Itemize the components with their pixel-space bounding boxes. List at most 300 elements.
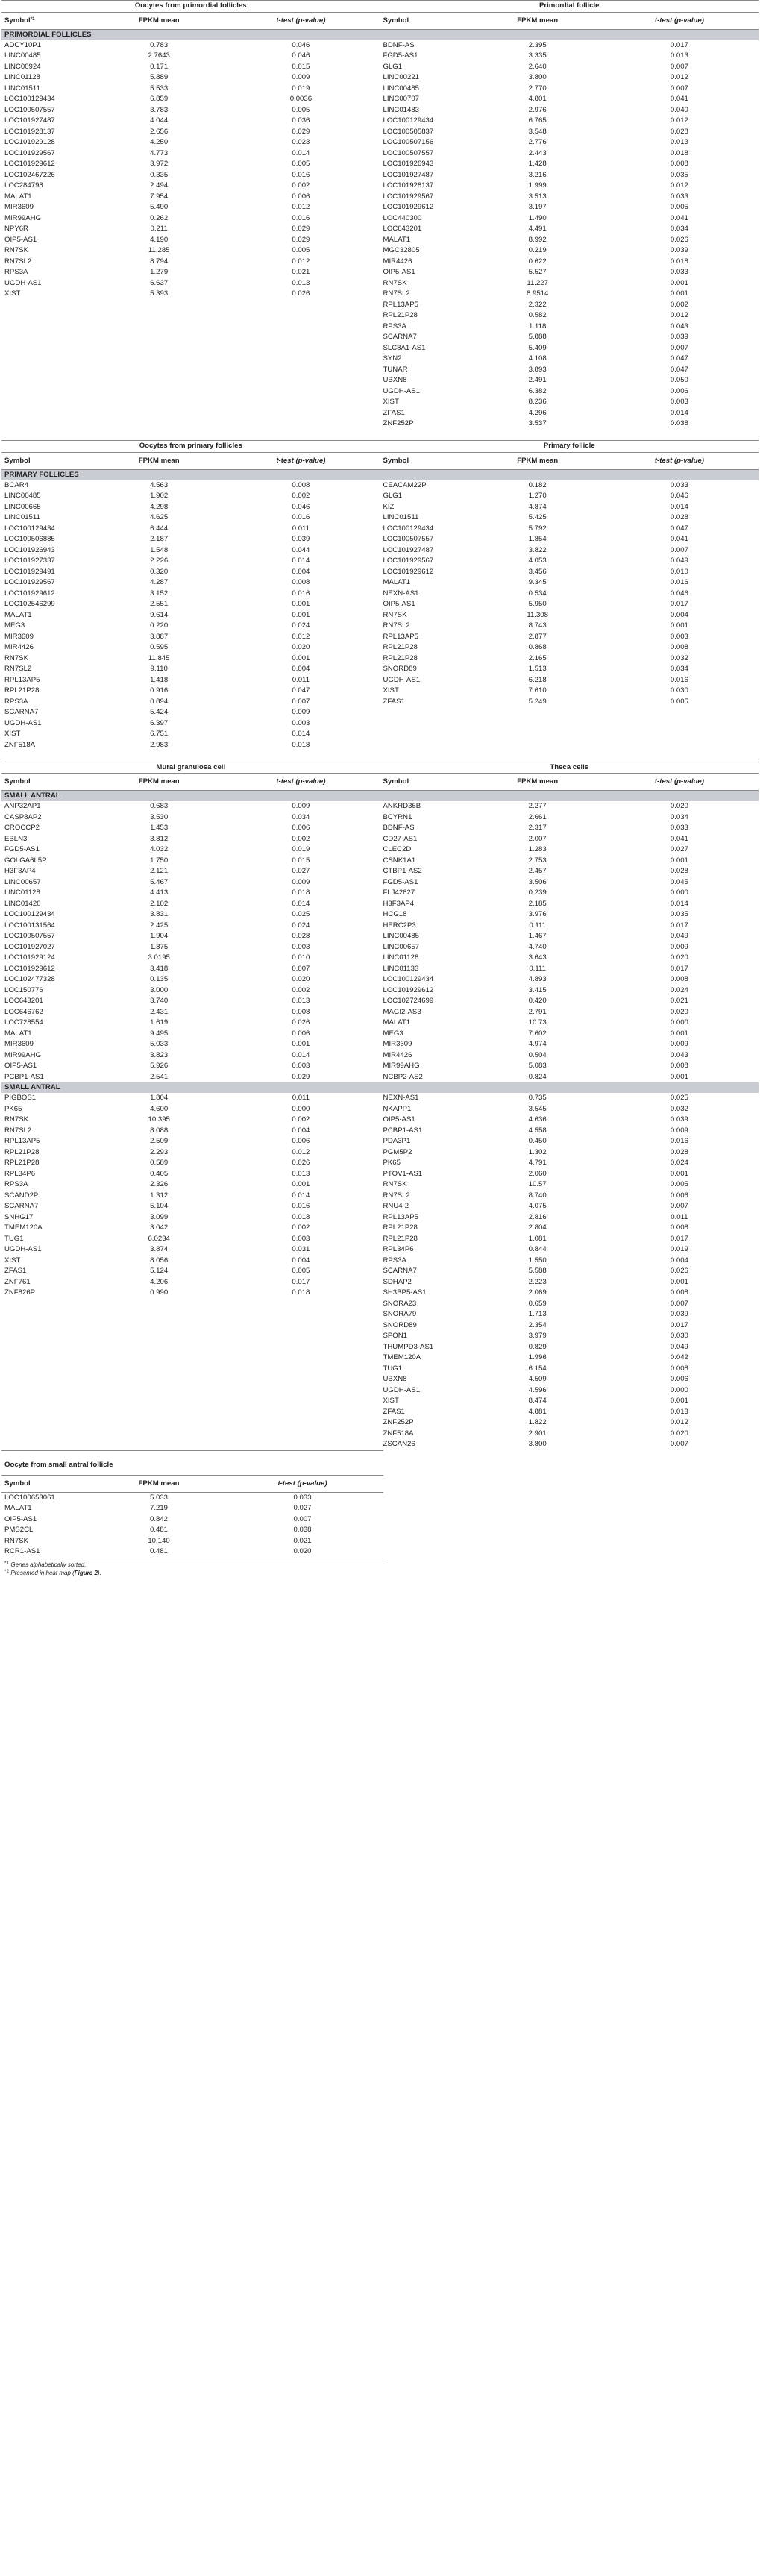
table-row <box>1 116 759 127</box>
p-value: 0.027 <box>670 845 688 853</box>
gene-symbol: MEG3 <box>383 1029 403 1038</box>
small-antral-oocyte-table <box>1 1450 383 1558</box>
table-row <box>1 1007 759 1018</box>
fpkm-value: 4.250 <box>150 138 169 146</box>
empty-cell <box>222 397 380 408</box>
gene-symbol: SLC8A1-AS1 <box>383 343 426 352</box>
fpkm-value: 1.467 <box>528 932 547 940</box>
table-row <box>1 556 759 567</box>
fpkm-value: 1.270 <box>528 492 547 500</box>
fpkm-value: 3.513 <box>528 192 547 201</box>
table-row <box>1 1072 759 1083</box>
fpkm-value: 9.614 <box>150 610 169 619</box>
p-value: 0.001 <box>670 289 688 298</box>
p-value: 0.011 <box>671 1212 688 1221</box>
p-value: 0.016 <box>292 170 310 179</box>
gene-symbol: MAGI2-AS3 <box>383 1007 421 1016</box>
gene-symbol: RPL21P28 <box>383 654 418 662</box>
empty-cell <box>1 1385 96 1397</box>
gene-symbol: NEXN-AS1 <box>383 589 419 598</box>
gene-symbol: PGM5P2 <box>383 1147 412 1156</box>
table-row <box>1 996 759 1007</box>
gene-symbol: RN7SL2 <box>4 1126 32 1135</box>
fpkm-value: 5.926 <box>150 1062 169 1070</box>
fpkm-value: 6.0234 <box>148 1234 170 1243</box>
table-row <box>1 94 759 105</box>
p-value: 0.026 <box>292 289 310 298</box>
gene-symbol: RPL34P6 <box>383 1245 414 1253</box>
table-row <box>1 1536 383 1547</box>
p-value: 0.016 <box>670 1137 688 1145</box>
empty-cell <box>222 1396 380 1407</box>
p-value: 0.001 <box>292 1180 310 1188</box>
p-value: 0.041 <box>670 535 688 543</box>
fpkm-value: 5.490 <box>150 203 169 211</box>
fpkm-value: 3.740 <box>150 997 169 1005</box>
fpkm-value: 4.558 <box>528 1126 547 1135</box>
p-value: 0.009 <box>292 73 310 81</box>
p-value: 0.046 <box>670 492 688 500</box>
gene-symbol: TMEM120A <box>383 1353 421 1361</box>
p-value: 0.016 <box>292 589 310 598</box>
p-value: 0.012 <box>292 1147 310 1156</box>
fpkm-value: 0.990 <box>150 1288 169 1297</box>
table-row <box>1 235 759 246</box>
empty-cell <box>96 310 222 322</box>
gene-symbol: LOC440300 <box>383 213 422 222</box>
fpkm-value: 5.889 <box>150 73 169 81</box>
p-value: 0.047 <box>292 686 310 695</box>
table-row <box>1 491 759 502</box>
gene-symbol: HCG18 <box>383 910 407 918</box>
fpkm-value: 3.000 <box>150 985 169 994</box>
gene-symbol: SCARNA7 <box>4 708 39 716</box>
table-row <box>1 1093 759 1104</box>
gene-symbol: LOC101929612 <box>383 985 434 994</box>
p-value: 0.009 <box>670 1040 688 1048</box>
gene-symbol: SCARNA7 <box>4 1202 39 1210</box>
fpkm-value: 5.467 <box>150 877 169 886</box>
fpkm-value: 3.831 <box>150 910 169 918</box>
p-value: 0.006 <box>292 824 310 832</box>
fpkm-value: 10.140 <box>148 1536 170 1545</box>
p-value: 0.006 <box>670 1191 688 1200</box>
table-row <box>1 40 759 51</box>
table-row <box>1 1104 759 1115</box>
gene-symbol: ZSCAN26 <box>383 1440 415 1448</box>
fpkm-value: 2.491 <box>528 376 547 384</box>
p-value: 0.004 <box>670 1256 688 1265</box>
empty-cell <box>380 718 474 730</box>
gene-symbol: LOC101928137 <box>383 181 434 189</box>
p-value: 0.046 <box>292 40 310 49</box>
gene-symbol: UGDH-AS1 <box>383 386 421 395</box>
gene-symbol: H3F3AP4 <box>4 867 36 875</box>
table-row <box>1 589 759 600</box>
fpkm-value: 1.428 <box>528 160 547 168</box>
fpkm-value: 2.187 <box>150 535 169 543</box>
fpkm-value: 8.794 <box>150 257 169 266</box>
gene-symbol: RPS3A <box>4 1180 28 1188</box>
table-row <box>1 1396 759 1407</box>
fpkm-value: 5.249 <box>528 697 547 706</box>
fpkm-value: 3.979 <box>528 1332 547 1340</box>
fpkm-value: 1.081 <box>528 1234 547 1243</box>
fpkm-value: 1.999 <box>528 181 547 189</box>
table-row <box>1 310 759 322</box>
p-value: 0.001 <box>670 1169 688 1178</box>
fpkm-value: 0.450 <box>528 1137 547 1145</box>
table-row <box>1 1342 759 1353</box>
gene-symbol: SNORD89 <box>383 665 417 673</box>
p-value: 0.020 <box>670 1007 688 1016</box>
fpkm-value: 2.816 <box>528 1212 547 1221</box>
fpkm-value: 3.823 <box>150 1050 169 1059</box>
fpkm-value: 2.656 <box>150 127 169 136</box>
gene-symbol: RPL21P28 <box>4 1147 40 1156</box>
p-value: 0.014 <box>670 899 688 908</box>
p-value: 0.013 <box>670 138 688 146</box>
empty-cell <box>1 1417 96 1429</box>
fpkm-value: 1.804 <box>150 1094 169 1102</box>
column-header-symbol: Symbol <box>1 774 96 791</box>
table-row <box>1 213 759 225</box>
gene-symbol: RN7SK <box>4 1536 28 1545</box>
fpkm-value: 0.735 <box>528 1094 547 1102</box>
p-value: 0.026 <box>292 1018 310 1027</box>
empty-cell <box>96 1417 222 1429</box>
table-row <box>1 1191 759 1202</box>
table-row <box>1 964 759 975</box>
gene-symbol: FLJ42627 <box>383 889 415 897</box>
p-value: 0.003 <box>292 1234 310 1243</box>
p-value: 0.020 <box>670 953 688 962</box>
fpkm-value: 5.424 <box>150 708 169 716</box>
group-title-left: Oocytes from primary follicles <box>1 441 380 453</box>
p-value: 0.027 <box>292 867 310 875</box>
fpkm-value: 1.513 <box>528 665 547 673</box>
column-header-symbol: Symbol <box>380 452 474 469</box>
fpkm-value: 2.326 <box>150 1180 169 1188</box>
p-value: 0.025 <box>670 1094 688 1102</box>
empty-cell <box>96 1331 222 1342</box>
gene-symbol: UBXN8 <box>383 1375 407 1383</box>
p-value: 0.002 <box>292 834 310 843</box>
column-header-fpkm: FPKM mean <box>96 452 222 469</box>
column-header-ttest: t-test (p-value) <box>222 1475 383 1492</box>
gene-symbol: TUG1 <box>4 1234 24 1243</box>
p-value: 0.016 <box>292 513 310 521</box>
p-value: 0.028 <box>292 932 310 940</box>
gene-symbol: NKAPP1 <box>383 1104 412 1113</box>
gene-symbol: MIR99AHG <box>4 213 42 222</box>
fpkm-value: 4.491 <box>528 225 547 233</box>
gene-symbol: CD27-AS1 <box>383 834 418 843</box>
table-row <box>1 397 759 408</box>
gene-symbol: LINC00707 <box>383 95 420 103</box>
p-value: 0.005 <box>670 697 688 706</box>
gene-symbol: MIR3609 <box>383 1040 412 1048</box>
gene-symbol: LOC100129434 <box>4 524 55 533</box>
gene-symbol: OIP5-AS1 <box>4 1514 37 1523</box>
figure-link[interactable]: Figure 2 <box>74 1569 98 1576</box>
fpkm-value: 1.875 <box>150 942 169 951</box>
p-value: 0.018 <box>670 257 688 266</box>
p-value: 0.047 <box>670 354 688 363</box>
gene-symbol: MALAT1 <box>4 610 32 619</box>
table-row <box>1 1201 759 1212</box>
p-value: 0.020 <box>222 1546 383 1558</box>
empty-cell <box>380 740 474 751</box>
gene-symbol: LOC101927487 <box>4 116 55 125</box>
p-value: 0.019 <box>292 84 310 93</box>
empty-cell <box>96 322 222 333</box>
empty-cell <box>96 397 222 408</box>
gene-symbol: SCARNA7 <box>383 1267 417 1275</box>
p-value: 0.021 <box>292 268 310 276</box>
fpkm-value: 1.902 <box>150 492 169 500</box>
table-row <box>1 1364 759 1375</box>
gene-symbol: KIZ <box>383 502 395 511</box>
gene-symbol: ZFAS1 <box>383 408 405 417</box>
fpkm-value: 0.582 <box>528 311 547 319</box>
table-row <box>1 1439 759 1450</box>
table-row <box>1 1234 759 1245</box>
gene-symbol: LINC00657 <box>4 877 41 886</box>
p-value: 0.004 <box>292 567 310 576</box>
p-value: 0.024 <box>670 985 688 994</box>
gene-symbol: UBXN8 <box>383 376 407 384</box>
p-value: 0.043 <box>670 1050 688 1059</box>
fpkm-value: 5.950 <box>528 600 547 608</box>
group-title-left: Oocytes from primordial follicles <box>1 1 380 13</box>
p-value: 0.008 <box>670 1288 688 1297</box>
gene-symbol: RPL13AP5 <box>4 1137 40 1145</box>
fpkm-value: 2.776 <box>528 138 547 146</box>
table-row <box>1 300 759 311</box>
table-row <box>1 1320 759 1332</box>
gene-symbol: RN7SL2 <box>383 1191 410 1200</box>
gene-symbol: H3F3AP4 <box>383 899 415 908</box>
p-value: 0.017 <box>670 921 688 930</box>
fpkm-value: 4.206 <box>150 1277 169 1286</box>
p-value: 0.023 <box>292 138 310 146</box>
gene-symbol: MALAT1 <box>4 192 32 201</box>
gene-symbol: LOC100507156 <box>383 138 434 146</box>
empty-cell <box>600 729 759 740</box>
table-row <box>1 257 759 268</box>
table-row <box>1 888 759 899</box>
table-row <box>1 866 759 877</box>
gene-symbol: LOC728554 <box>4 1018 43 1027</box>
fpkm-value: 2.395 <box>528 40 547 49</box>
table-row <box>1 686 759 697</box>
gene-symbol: MIR4426 <box>383 257 412 266</box>
p-value: 0.049 <box>670 557 688 565</box>
p-value: 0.004 <box>292 1256 310 1265</box>
empty-cell <box>96 365 222 376</box>
fpkm-value: 1.619 <box>150 1018 169 1027</box>
fpkm-value: 3.216 <box>528 170 547 179</box>
p-value: 0.005 <box>292 1267 310 1275</box>
p-value: 0.026 <box>292 1159 310 1167</box>
empty-cell <box>96 1364 222 1375</box>
empty-cell <box>222 375 380 386</box>
gene-symbol: NEXN-AS1 <box>383 1094 419 1102</box>
table-row <box>1 105 759 116</box>
p-value: 0.042 <box>670 1353 688 1361</box>
fpkm-value: 2.551 <box>150 600 169 608</box>
fpkm-value: 3.197 <box>528 203 547 211</box>
table-row <box>1 1277 759 1288</box>
empty-cell <box>222 1364 380 1375</box>
fpkm-value: 5.792 <box>528 524 547 533</box>
gene-symbol: LOC100506885 <box>4 535 55 543</box>
group-title-left: Mural granulosa cell <box>1 762 380 774</box>
table-row <box>1 1546 383 1558</box>
table-row <box>1 192 759 203</box>
fpkm-value: 4.044 <box>150 116 169 125</box>
fpkm-value: 0.659 <box>528 1299 547 1308</box>
fpkm-value: 3.874 <box>150 1245 169 1253</box>
fpkm-value: 4.509 <box>528 1375 547 1383</box>
fpkm-value: 3.506 <box>528 877 547 886</box>
fpkm-value: 0.481 <box>149 1526 168 1534</box>
gene-symbol: LOC101927487 <box>383 545 434 554</box>
fpkm-value: 11.285 <box>148 246 170 254</box>
fpkm-value: 6.382 <box>528 386 547 395</box>
p-value: 0.038 <box>670 419 688 427</box>
p-value: 0.039 <box>670 333 688 341</box>
gene-symbol: OIP5-AS1 <box>383 600 415 608</box>
empty-cell <box>222 1320 380 1332</box>
gene-symbol: LOC643201 <box>4 997 43 1005</box>
table-row <box>1 1503 383 1514</box>
gene-symbol: CTBP1-AS2 <box>383 867 422 875</box>
fpkm-value: 9.345 <box>528 578 547 586</box>
p-value: 0.019 <box>292 845 310 853</box>
empty-cell <box>96 1385 222 1397</box>
table-row <box>1 148 759 160</box>
gene-symbol: BCYRN1 <box>383 812 412 821</box>
empty-cell <box>222 343 380 354</box>
p-value: 0.034 <box>670 812 688 821</box>
p-value: 0.024 <box>292 921 310 930</box>
fpkm-value: 4.108 <box>528 354 547 363</box>
fpkm-value: 5.104 <box>150 1202 169 1210</box>
empty-cell <box>1 1331 96 1342</box>
p-value: 0.018 <box>292 740 310 749</box>
fpkm-value: 0.111 <box>529 921 546 930</box>
p-value: 0.047 <box>670 365 688 374</box>
p-value: 0.007 <box>292 697 310 706</box>
p-value: 0.020 <box>292 643 310 651</box>
gene-symbol: SPON1 <box>383 1332 408 1340</box>
table-row <box>1 375 759 386</box>
p-value: 0.017 <box>670 40 688 49</box>
gene-symbol: ZNF761 <box>4 1277 31 1286</box>
table-row <box>1 1039 759 1050</box>
fpkm-value: 5.588 <box>528 1267 547 1275</box>
empty-cell <box>222 310 380 322</box>
empty-cell <box>222 1385 380 1397</box>
section-band: PRIMARY FOLLICLES <box>1 469 380 480</box>
p-value: 0.016 <box>670 578 688 586</box>
empty-cell <box>380 707 474 718</box>
table-row <box>1 718 759 730</box>
p-value: 0.049 <box>670 932 688 940</box>
fpkm-value: 2.165 <box>528 654 547 662</box>
gene-symbol: RN7SL2 <box>4 665 32 673</box>
fpkm-value: 0.534 <box>528 589 547 598</box>
p-value: 0.0036 <box>289 95 313 103</box>
p-value: 0.025 <box>292 910 310 918</box>
gene-symbol: RCR1-AS1 <box>1 1546 96 1558</box>
gene-symbol: LINC01128 <box>383 953 419 962</box>
fpkm-value: 6.444 <box>150 524 169 533</box>
fpkm-value: 2.753 <box>528 856 547 865</box>
gene-symbol: PDA3P1 <box>383 1137 411 1145</box>
empty-cell <box>1 1407 96 1418</box>
p-value: 0.001 <box>670 621 688 630</box>
section-gap <box>1 430 759 441</box>
gene-symbol: ZNF826P <box>4 1288 36 1297</box>
p-value: 0.015 <box>292 62 310 71</box>
fpkm-value: 0.842 <box>149 1514 168 1523</box>
fpkm-value: 6.218 <box>528 675 547 684</box>
table-row <box>1 267 759 278</box>
fpkm-value: 2.354 <box>528 1320 547 1329</box>
p-value: 0.008 <box>670 1062 688 1070</box>
p-value: 0.001 <box>670 1029 688 1038</box>
table-row <box>1 1299 759 1310</box>
p-value: 0.029 <box>292 225 310 233</box>
p-value: 0.039 <box>292 535 310 543</box>
gene-symbol: ANKRD36B <box>383 802 421 810</box>
fpkm-value: 0.844 <box>528 1245 547 1253</box>
empty-cell <box>1 354 96 365</box>
p-value: 0.020 <box>670 1429 688 1438</box>
p-value: 0.017 <box>670 1234 688 1243</box>
fpkm-value: 8.740 <box>528 1191 547 1200</box>
gene-symbol: LOC101929124 <box>4 953 55 962</box>
table-row <box>1 909 759 921</box>
gene-symbol: CLEC2D <box>383 845 412 853</box>
fpkm-value: 3.456 <box>528 567 547 576</box>
gene-symbol: CASP8AP2 <box>4 812 42 821</box>
fpkm-value: 1.490 <box>528 213 547 222</box>
gene-symbol: SCARNA7 <box>383 333 417 341</box>
fpkm-value: 0.481 <box>96 1546 222 1558</box>
column-header-fpkm: FPKM mean <box>475 452 600 469</box>
empty-cell <box>1 343 96 354</box>
gene-symbol: UGDH-AS1 <box>383 675 421 684</box>
table-row <box>1 899 759 910</box>
empty-cell <box>222 408 380 419</box>
gene-symbol: ZNF252P <box>383 419 414 427</box>
table-row <box>1 1147 759 1159</box>
gene-symbol: SYN2 <box>383 354 402 363</box>
p-value: 0.007 <box>670 1299 688 1308</box>
fpkm-value: 4.600 <box>150 1104 169 1113</box>
table-row <box>1 1061 759 1072</box>
fpkm-value: 2.223 <box>528 1277 547 1286</box>
gene-symbol: XIST <box>383 1397 399 1405</box>
p-value: 0.018 <box>670 148 688 157</box>
gene-symbol: LOC102467226 <box>4 170 55 179</box>
p-value: 0.008 <box>670 643 688 651</box>
fpkm-value: 2.457 <box>528 867 547 875</box>
